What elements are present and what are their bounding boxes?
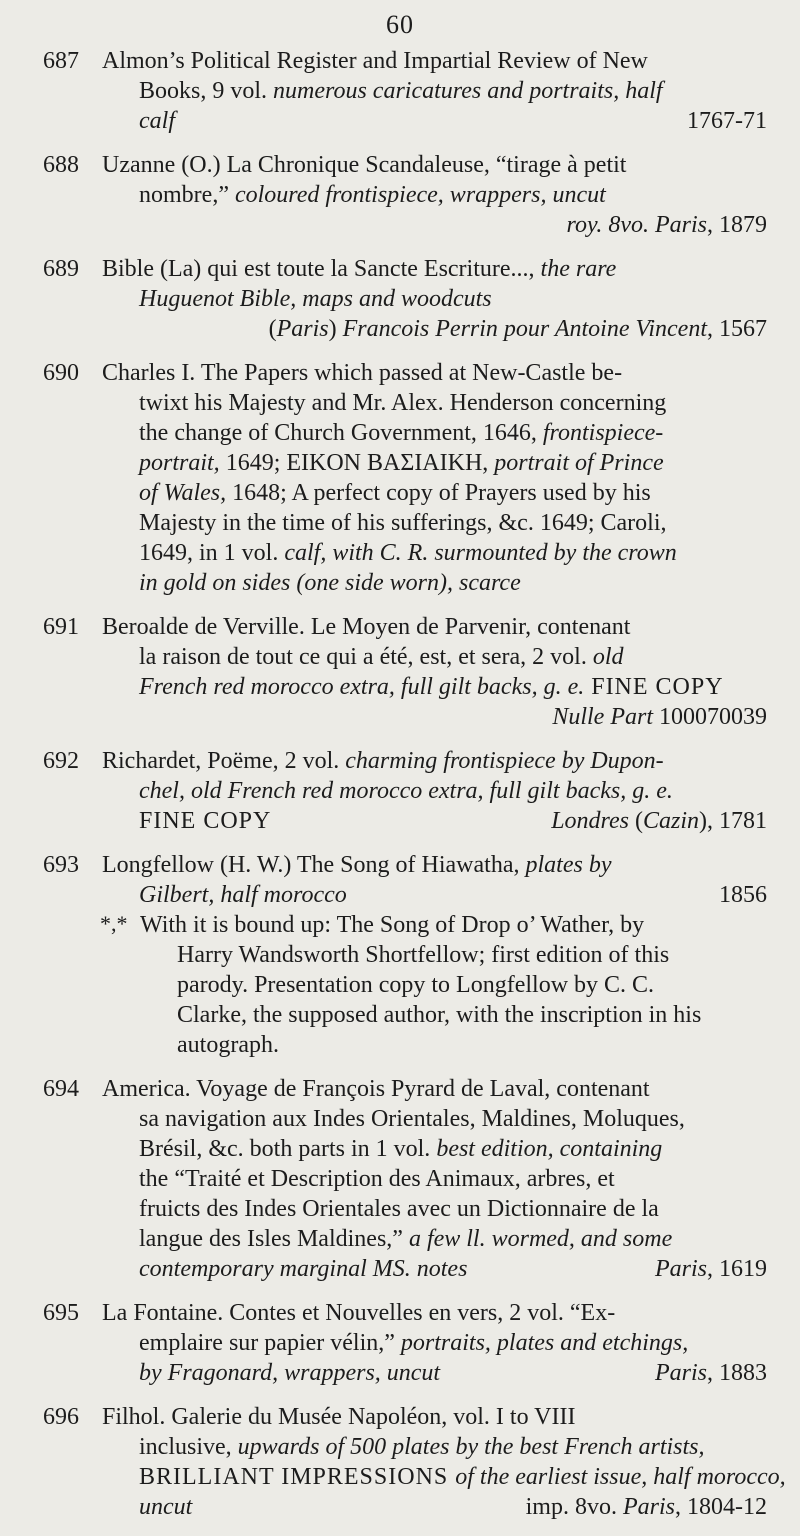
entry-line [102, 1298, 767, 1328]
entry-line [102, 254, 767, 284]
text-italic: contemporary marginal MS. notes [139, 1256, 468, 1282]
imprint [552, 702, 767, 732]
text-italic: best edition, containing [436, 1136, 663, 1162]
entry-line [102, 1134, 767, 1164]
entry-line [102, 1492, 767, 1522]
text-italic: charming frontispiece by Dupon- [345, 748, 664, 774]
entry-line [102, 1328, 767, 1358]
text: America. Voyage de François Pyrard de Laval, contenant [102, 1076, 650, 1102]
text: Majesty in the time of his sufferings, &c. 1649; Caroli, [139, 510, 667, 536]
text: FINE COPY [584, 674, 724, 700]
entry-text [102, 358, 767, 598]
catalogue-entry [0, 1402, 800, 1522]
text: the change of Church Government, 1646, [139, 420, 543, 446]
text-italic: frontispiece- [542, 420, 664, 446]
entry-line [102, 358, 767, 388]
catalogue-entry [0, 1074, 800, 1284]
text: Uzanne (O.) La Chronique Scandaleuse, “tirage à petit [102, 152, 627, 178]
catalogue-entry [0, 850, 800, 910]
entry-line [102, 1402, 767, 1432]
text-italic: calf [139, 108, 175, 134]
entry-line [102, 106, 767, 136]
catalogue-entry [0, 612, 800, 732]
text-italic: Huguenot Bible, maps and woodcuts [139, 286, 492, 312]
text: Beroalde de Verville. Le Moyen de Parvenir, contenant [102, 614, 631, 640]
text-italic: Paris [276, 316, 329, 342]
date: , 1619 [707, 1256, 767, 1282]
text: twixt his Majesty and Mr. Alex. Henderson concerning [139, 390, 667, 416]
entry-line [102, 746, 767, 776]
text: fruicts des Indes Orientales avec un Dictionnaire de la [139, 1196, 659, 1222]
text: La Fontaine. Contes et Nouvelles en vers, 2 vol. “Ex- [102, 1300, 616, 1326]
text-italic: coloured frontispiece, wrappers, uncut [234, 182, 606, 208]
note-line: Harry Wandsworth Shortfellow; first edition of this [177, 942, 670, 968]
entry-line [102, 568, 767, 598]
text-italic: roy. 8vo. [566, 212, 655, 238]
entry-line [102, 1104, 767, 1134]
date: ), 1781 [699, 808, 767, 834]
text: Longfellow (H. W.) The Song of Hiawatha, [102, 852, 526, 878]
entry-line [102, 776, 767, 806]
entry-text [102, 612, 767, 732]
entry-line [102, 1254, 767, 1284]
date: , 1804-12 [675, 1494, 767, 1520]
entry-line [102, 388, 767, 418]
date: 1856 [719, 882, 767, 908]
entry-line [102, 46, 767, 76]
entry-line [102, 642, 767, 672]
text-italic: old [592, 644, 624, 670]
text: la raison de tout ce qui a été, est, et sera, 2 vol. [139, 644, 593, 670]
entry-line [102, 672, 767, 702]
text-italic: the rare [540, 256, 617, 282]
text-italic: Paris [654, 1360, 707, 1386]
text-italic: Londres [551, 808, 629, 834]
entry-line [102, 76, 767, 106]
entry-line [102, 150, 767, 180]
entry-line [102, 1074, 767, 1104]
entry-line [102, 880, 767, 910]
text: nombre,” [139, 182, 235, 208]
note-line: With it is bound up: The Song of Drop o’ Wather, by [140, 912, 645, 938]
text: Richardet, Poëme, 2 vol. [102, 748, 346, 774]
text-italic: plates by [525, 852, 612, 878]
entry-line [102, 448, 767, 478]
entry-line [102, 1194, 767, 1224]
entry-line [102, 478, 767, 508]
entry-line [102, 210, 767, 240]
date: , 1879 [707, 212, 767, 238]
text: ) [328, 316, 343, 342]
text-italic: French red morocco extra, full gilt backs, g. e. [139, 674, 585, 700]
text-italic: Gilbert, half morocco [139, 882, 347, 908]
entry-text [102, 46, 767, 136]
catalogue-note [0, 910, 800, 1060]
text: Bible (La) qui est toute la Sancte Escriture..., [102, 256, 541, 282]
text-italic: calf, with C. R. surmounted by the crown [284, 540, 677, 566]
text: Brésil, &c. both parts in 1 vol. [139, 1136, 437, 1162]
text-italic: of the earliest issue, half morocco, [455, 1464, 786, 1490]
entry-line [102, 1432, 767, 1462]
text: BRILLIANT IMPRESSIONS [139, 1464, 456, 1490]
text: Charles I. The Papers which passed at New-Castle be- [102, 360, 623, 386]
text-italic: portraits, plates and etchings, [400, 1330, 689, 1356]
lot-number: 692 [43, 748, 79, 774]
entry-text [102, 850, 767, 910]
entry-line [102, 806, 767, 836]
entry-text [102, 1402, 786, 1522]
text: 1649; EIKON BAΣIAIKH, [219, 450, 495, 476]
text-italic: a few ll. wormed, and some [408, 1226, 673, 1252]
lot-number: 688 [43, 152, 79, 178]
date: 1767-71 [687, 108, 767, 134]
lot-number: 687 [43, 48, 79, 74]
lot-number: 694 [43, 1076, 79, 1102]
entry-line [102, 702, 767, 732]
imprint [526, 1492, 767, 1522]
text-italic: portrait of Prince [494, 450, 664, 476]
lot-number: 691 [43, 614, 79, 640]
text: sa navigation aux Indes Orientales, Maldines, Moluques, [139, 1106, 685, 1132]
entry-text [102, 1074, 767, 1284]
note-line: autograph. [177, 1032, 279, 1058]
text-italic: Francois Perrin pour Antoine Vincent [342, 316, 707, 342]
entry-line [102, 1358, 767, 1388]
text-italic: Paris [654, 212, 707, 238]
text: the “Traité et Description des Animaux, arbres, et [139, 1166, 615, 1192]
entry-text [102, 746, 767, 836]
text: ( [268, 316, 277, 342]
text: langue des Isles Maldines,” [139, 1226, 409, 1252]
entry-line [102, 1224, 767, 1254]
catalogue-entry [0, 46, 800, 136]
text-italic: in gold on sides (one side worn), scarce [139, 570, 521, 596]
text-italic: upwards of 500 plates by the best French artists, [237, 1434, 705, 1460]
text-italic: by Fragonard, wrappers, uncut [139, 1360, 441, 1386]
text-italic: Paris [622, 1494, 675, 1520]
text-italic: uncut [139, 1494, 193, 1520]
lot-number: 695 [43, 1300, 79, 1326]
lot-number: 689 [43, 256, 79, 282]
entry-line [102, 1164, 767, 1194]
text-italic: portrait, [139, 450, 220, 476]
entry-text [102, 254, 767, 344]
imprint [551, 806, 767, 836]
imprint [567, 210, 767, 240]
text: ( [628, 808, 643, 834]
text-italic: of Wales, [139, 480, 227, 506]
date: , 1567 [707, 316, 767, 342]
catalogue-entries [0, 46, 800, 1536]
text-italic: chel, old French red morocco extra, full gilt backs, g. e. [139, 778, 673, 804]
imprint [655, 1358, 767, 1388]
imprint [655, 1254, 767, 1284]
text-italic: numerous caricatures and portraits, half [273, 78, 663, 104]
entry-line [102, 850, 767, 880]
entry-line [102, 418, 767, 448]
lot-number: 693 [43, 852, 79, 878]
lot-number: 690 [43, 360, 79, 386]
text: 1649, in 1 vol. [139, 540, 285, 566]
note-line: Clarke, the supposed author, with the inscription in his [177, 1002, 702, 1028]
catalogue-entry [0, 746, 800, 836]
page-number: 60 [386, 10, 414, 39]
entry-line [102, 1462, 786, 1492]
catalogue-entry [0, 150, 800, 240]
entry-line [102, 538, 767, 568]
text-italic: Nulle Part [552, 704, 653, 730]
entry-text [102, 1298, 767, 1388]
text: FINE COPY [139, 808, 272, 834]
entry-line [102, 314, 767, 344]
text: emplaire sur papier vélin,” [139, 1330, 401, 1356]
imprint [269, 314, 767, 344]
note-line: parody. Presentation copy to Longfellow by C. C. [177, 972, 655, 998]
text: Almon’s Political Register and Impartial Review of New [102, 48, 648, 74]
text-italic: Paris [654, 1256, 707, 1282]
catalogue-entry [0, 358, 800, 598]
text: 100070039 [653, 704, 767, 730]
entry-line [102, 508, 767, 538]
text: inclusive, [139, 1434, 238, 1460]
lot-number: 696 [43, 1404, 79, 1430]
date: , 1883 [707, 1360, 767, 1386]
text: 1648; A perfect copy of Prayers used by his [226, 480, 651, 506]
text: imp. 8vo. [525, 1494, 623, 1520]
catalogue-entry [0, 254, 800, 344]
entry-line [102, 180, 767, 210]
catalogue-entry [0, 1298, 800, 1388]
entry-line [102, 284, 767, 314]
note-text [140, 910, 767, 1060]
text: Filhol. Galerie du Musée Napoléon, vol. I to VIII [102, 1404, 576, 1430]
text-italic: Cazin [642, 808, 699, 834]
note-asterism: *,* [100, 911, 128, 936]
entry-text [102, 150, 767, 240]
entry-line [102, 612, 767, 642]
text: Books, 9 vol. [139, 78, 274, 104]
